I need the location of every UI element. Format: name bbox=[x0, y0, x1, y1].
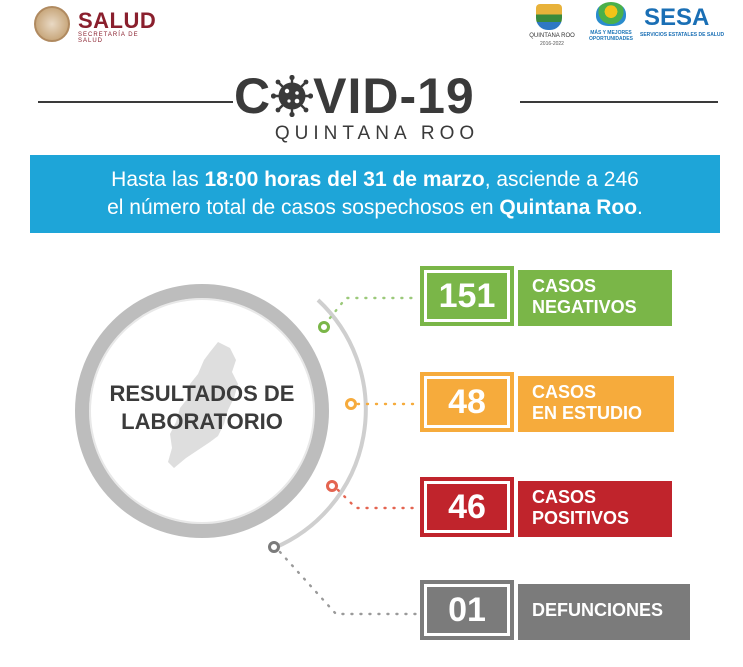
stat-label-line-1: CASOS bbox=[532, 382, 597, 402]
stat-value-box bbox=[420, 580, 514, 640]
title-prefix: C bbox=[234, 68, 272, 124]
stat-value: 151 bbox=[427, 273, 507, 319]
ring-label bbox=[86, 380, 318, 436]
title-rule-right bbox=[520, 101, 718, 103]
tree-icon bbox=[596, 2, 626, 26]
salud-title: SALUD bbox=[78, 8, 157, 33]
covid-title bbox=[234, 68, 520, 124]
oportunidades-text: MÁS Y MEJORES OPORTUNIDADES bbox=[589, 30, 633, 42]
stat-label-line-1: CASOS bbox=[532, 276, 597, 296]
stat-label-line-2: EN ESTUDIO bbox=[532, 403, 643, 423]
stat-value: 46 bbox=[427, 484, 507, 530]
banner-line-1 bbox=[30, 166, 720, 194]
salud-subtitle: SECRETARÍA DE SALUD bbox=[78, 32, 139, 44]
stat-value-box bbox=[420, 372, 514, 432]
stat-value-box bbox=[420, 477, 514, 537]
stat-label-line-2: NEGATIVOS bbox=[532, 297, 637, 317]
banner-highlight: Quintana Roo bbox=[499, 196, 638, 219]
ring-label-line-2: LABORATORIO bbox=[121, 409, 283, 434]
stat-label bbox=[518, 481, 672, 537]
stat-label-line-1: CASOS bbox=[532, 487, 597, 507]
stat-label-line-1: DEFUNCIONES bbox=[532, 600, 664, 620]
seal-icon bbox=[34, 6, 70, 42]
sesa-logo bbox=[640, 4, 725, 44]
banner-text: Hasta las bbox=[111, 168, 205, 191]
stat-value: 01 bbox=[427, 587, 507, 633]
banner-line-2 bbox=[30, 194, 720, 222]
subtitle: QUINTANA ROO bbox=[274, 123, 480, 144]
stat-label bbox=[518, 376, 674, 432]
qroo-title: QUINTANA ROO bbox=[529, 33, 575, 39]
stat-label-line-2: POSITIVOS bbox=[532, 508, 630, 528]
node-estudio bbox=[345, 398, 357, 410]
title-rule-left bbox=[38, 101, 233, 103]
virus-icon bbox=[271, 75, 313, 117]
banner-highlight: 18:00 horas del 31 de marzo bbox=[204, 168, 485, 191]
stat-value-box bbox=[420, 266, 514, 326]
node-positivos bbox=[326, 480, 338, 492]
banner-text: , asciende a 246 bbox=[484, 168, 639, 191]
node-defunciones bbox=[268, 541, 280, 553]
summary-banner bbox=[30, 155, 720, 233]
node-negativos bbox=[318, 321, 330, 333]
sesa-title: SESA bbox=[644, 4, 710, 31]
ring-label-line-1: RESULTADOS DE bbox=[109, 381, 295, 406]
qroo-years: 2016-2022 bbox=[540, 41, 564, 47]
salud-logo bbox=[34, 6, 164, 46]
stat-label bbox=[518, 270, 672, 326]
banner-text: . bbox=[637, 196, 643, 219]
banner-text: el número total de casos sospechosos en bbox=[107, 196, 500, 219]
stat-value: 48 bbox=[427, 379, 507, 425]
oportunidades-logo bbox=[588, 2, 634, 48]
quintana-roo-logo bbox=[524, 4, 580, 50]
shield-icon bbox=[536, 4, 562, 30]
stat-label bbox=[518, 584, 690, 640]
sesa-subtitle: SERVICIOS ESTATALES DE SALUD bbox=[640, 32, 725, 38]
title-suffix: VID-19 bbox=[313, 68, 475, 124]
